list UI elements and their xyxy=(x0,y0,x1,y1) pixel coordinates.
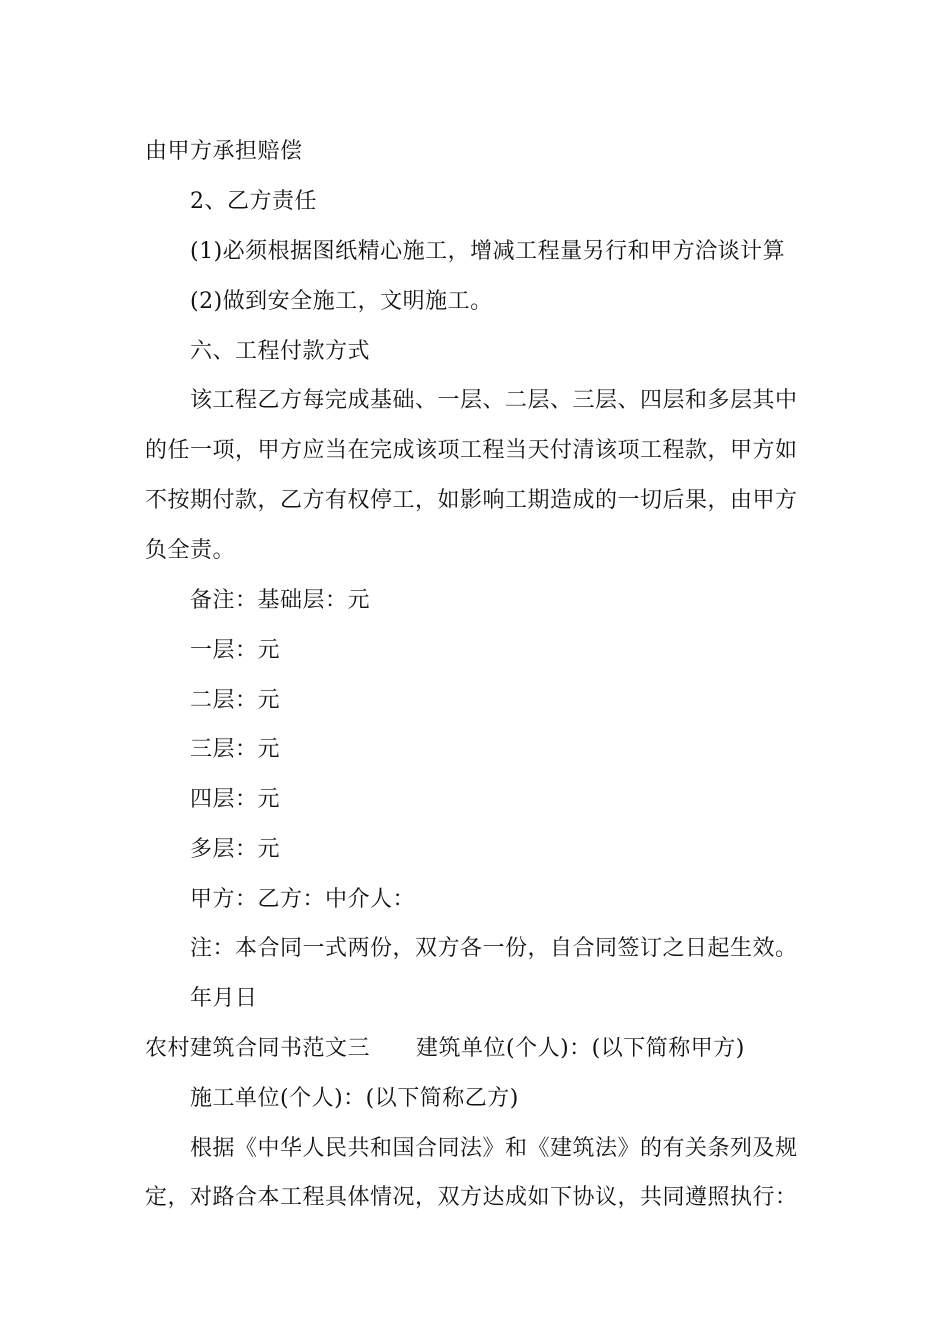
paragraph-line: 由甲方承担赔偿 xyxy=(145,139,303,164)
paragraph-line: 施工单位(个人)：(以下简称乙方) xyxy=(190,1086,519,1111)
paragraph-text: 建筑单位(个人)：(以下简称甲方) xyxy=(416,1036,745,1061)
paragraph-line: 三层：元 xyxy=(190,737,281,762)
paragraph-line: (2)做到安全施工，文明施工。 xyxy=(190,289,493,314)
paragraph-line: 注：本合同一式两份，双方各一份，自合同签订之日起生效。 xyxy=(190,936,798,961)
section-heading: 六、工程付款方式 xyxy=(190,339,371,364)
document-title: 农村建筑合同书范文三 xyxy=(145,1036,371,1061)
paragraph-line: (1)必须根据图纸精心施工，增减工程量另行和甲方洽谈计算 xyxy=(190,239,786,264)
section-heading: 2、乙方责任 xyxy=(190,189,317,214)
paragraph-line: 定，对路合本工程具体情况，双方达成如下协议，共同遵照执行： xyxy=(145,1185,798,1210)
paragraph-line: 四层：元 xyxy=(190,787,281,812)
paragraph-line: 不按期付款，乙方有权停工，如影响工期造成的一切后果，由甲方 xyxy=(145,488,798,513)
paragraph-line: 多层：元 xyxy=(190,837,281,862)
title-line xyxy=(145,1034,745,1064)
date-line: 年月日 xyxy=(190,986,258,1011)
paragraph-line: 该工程乙方每完成基础、一层、二层、三层、四层和多层其中 xyxy=(190,388,798,413)
paragraph-line: 二层：元 xyxy=(190,688,281,713)
signature-line: 甲方：乙方：中介人： xyxy=(190,887,416,912)
paragraph-line: 负全责。 xyxy=(145,538,236,563)
paragraph-line: 的任一项，甲方应当在完成该项工程当天付清该项工程款，甲方如 xyxy=(145,438,798,463)
paragraph-line: 根据《中华人民共和国合同法》和《建筑法》的有关条列及规 xyxy=(190,1136,798,1161)
paragraph-line: 备注：基础层：元 xyxy=(190,588,371,613)
paragraph-line: 一层：元 xyxy=(190,638,281,663)
